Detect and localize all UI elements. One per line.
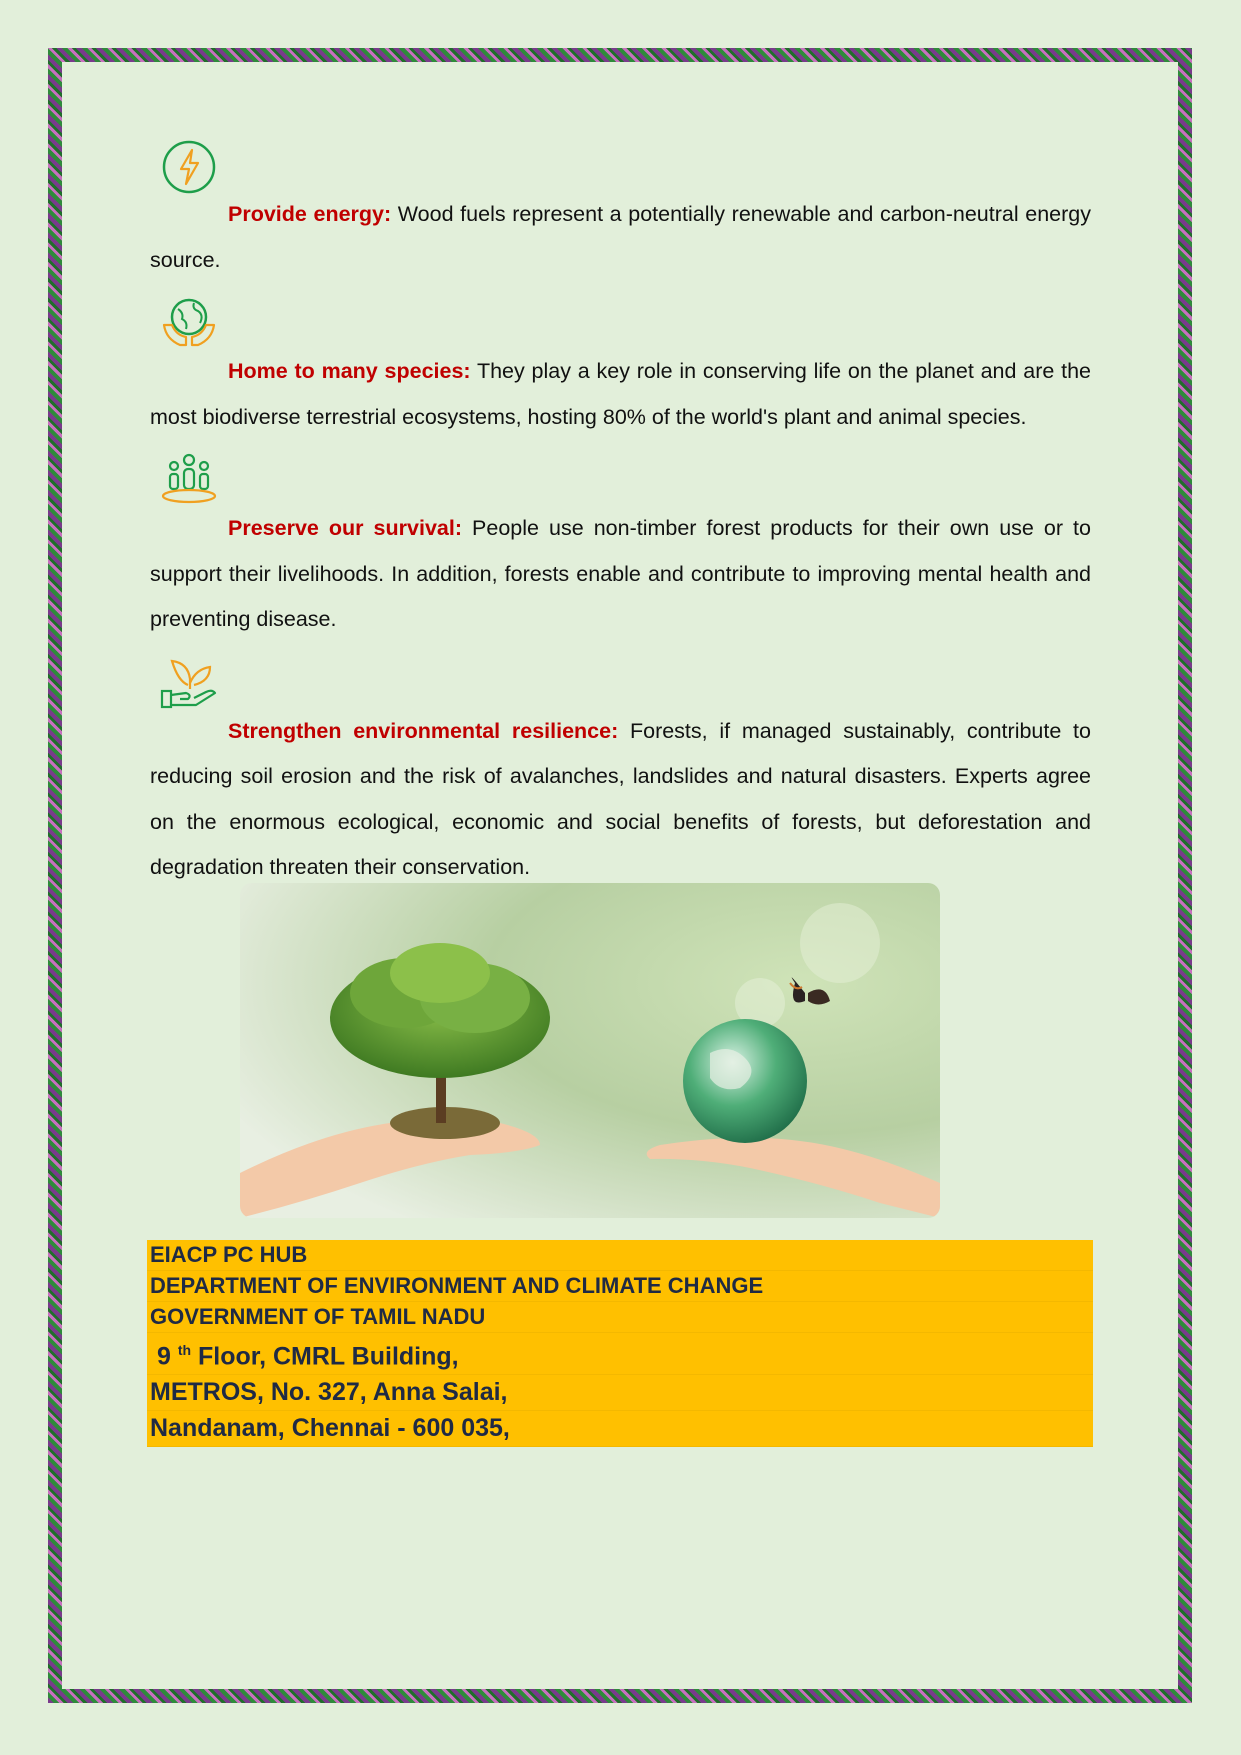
item-heading: Preserve our survival: — [228, 516, 462, 540]
item-text: People use non-timber forest products for their own use or to support their livelihoods. In addition, forests enable and contribute to improving mental health and preventing disease. — [150, 516, 1091, 631]
floor-rest: Floor, CMRL Building, — [191, 1342, 459, 1371]
address-government: GOVERNMENT OF TAMIL NADU — [147, 1302, 1093, 1333]
list-item — [150, 464, 1091, 643]
people-icon — [160, 452, 218, 510]
address-department: DEPARTMENT OF ENVIRONMENT AND CLIMATE CHANGE — [147, 1271, 1093, 1302]
item-heading: Home to many species: — [228, 359, 471, 383]
item-text: Wood fuels represent a potentially renewable and carbon-neutral energy source. — [150, 202, 1091, 272]
plant-hand-icon — [160, 655, 218, 713]
address-floor — [147, 1333, 1093, 1375]
item-text: They play a key role in conserving life on the planet and are the most biodiverse terrestrial ecosystems, hosting 80% of the world's plant and animal species. — [150, 359, 1091, 429]
item-heading: Provide energy: — [228, 202, 392, 226]
item-text: Forests, if managed sustainably, contribute to reducing soil erosion and the risk of avalanches, landslides and natural disasters. Experts agree on the enormous ecological, economic and social benefits of forests, but deforestation and degradation threaten their conservation. — [150, 718, 1091, 879]
tree-and-earth-in-hands-photo — [240, 883, 940, 1218]
floor-suffix: th — [177, 1342, 192, 1358]
address-block — [147, 1240, 1093, 1447]
floor-number: 9 — [156, 1342, 171, 1371]
item-heading: Strengthen environmental resilience: — [228, 718, 619, 743]
main-content — [150, 150, 1091, 915]
list-item — [150, 150, 1091, 283]
address-city: Nandanam, Chennai - 600 035, — [147, 1411, 1093, 1447]
list-item — [150, 307, 1091, 440]
address-street: METROS, No. 327, Anna Salai, — [147, 1375, 1093, 1411]
address-org: EIACP PC HUB — [147, 1240, 1093, 1271]
globe-hands-icon — [160, 295, 218, 353]
photo-illustration — [240, 883, 940, 1218]
lightning-icon — [160, 138, 218, 196]
list-item — [150, 667, 1091, 891]
